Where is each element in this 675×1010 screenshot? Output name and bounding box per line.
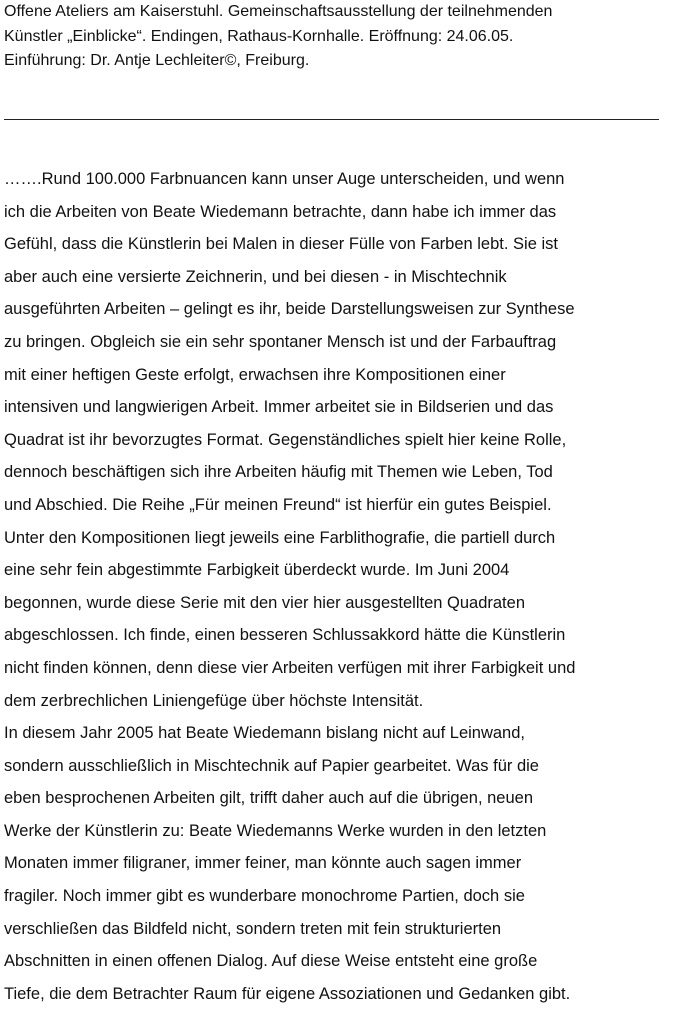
body-line: begonnen, wurde diese Serie mit den vier hier ausgestellten Quadraten (4, 593, 525, 612)
body-line: Werke der Künstlerin zu: Beate Wiedemanns Werke wurden in den letzten (4, 821, 547, 840)
body-line: sondern ausschließlich in Mischtechnik auf Papier gearbeitet. Was für die (4, 756, 539, 775)
body-line: eine sehr fein abgestimmte Farbigkeit überdeckt wurde. Im Juni 2004 (4, 561, 510, 580)
body-line: intensiven und langwierigen Arbeit. Immer arbeitet sie in Bildserien und das (4, 398, 554, 417)
body-line: Tiefe, die dem Betrachter Raum für eigene Assoziationen und Gedanken gibt. (4, 984, 571, 1003)
body-line: Gefühl, dass die Künstlerin bei Malen in dieser Fülle von Farben lebt. Sie ist (4, 235, 558, 254)
body-line: ich die Arbeiten von Beate Wiedemann betrachte, dann habe ich immer das (4, 202, 557, 221)
document-header (4, 0, 669, 74)
body-line: Unter den Kompositionen liegt jeweils eine Farblithografie, die partiell durch (4, 528, 556, 547)
body-line: Quadrat ist ihr bevorzugtes Format. Gegenständliches spielt hier keine Rolle, (4, 430, 567, 449)
body-line: nicht finden können, denn diese vier Arbeiten verfügen mit ihrer Farbigkeit und (4, 658, 576, 677)
body-line: dem zerbrechlichen Liniengefüge über höchste Intensität. (4, 691, 424, 710)
body-line: ausgeführten Arbeiten – gelingt es ihr, beide Darstellungsweisen zur Synthese (4, 300, 575, 319)
body-line: mit einer heftigen Geste erfolgt, erwachsen ihre Kompositionen einer (4, 365, 506, 384)
body-line: eben besprochenen Arbeiten gilt, trifft daher auch auf die übrigen, neuen (4, 789, 533, 808)
body-line: …….Rund 100.000 Farbnuancen kann unser Auge unterscheiden, und wenn (4, 170, 565, 188)
header-line-exhibition: Offene Ateliers am Kaiserstuhl. Gemeinschaftsausstellung der teilnehmenden (4, 3, 553, 20)
body-line: und Abschied. Die Reihe „Für meinen Freund“ ist hierfür ein gutes Beispiel. (4, 495, 552, 514)
body-line: abgeschlossen. Ich finde, einen besseren Schlussakkord hätte die Künstlerin (4, 626, 566, 645)
body-line: dennoch beschäftigen sich ihre Arbeiten häufig mit Themen wie Leben, Tod (4, 463, 553, 482)
body-line: zu bringen. Obgleich sie ein sehr spontaner Mensch ist und der Farbauftrag (4, 332, 557, 351)
body-line: Monaten immer filigraner, immer feiner, man könnte auch sagen immer (4, 854, 522, 873)
body-line: In diesem Jahr 2005 hat Beate Wiedemann bislang nicht auf Leinwand, (4, 724, 525, 743)
header-line-venue-date: Künstler „Einblicke“. Endingen, Rathaus-Kornhalle. Eröffnung: 24.06.05. (4, 27, 514, 45)
body-text (4, 163, 672, 1010)
body-line: aber auch eine versierte Zeichnerin, und bei diesen - in Mischtechnik (4, 267, 507, 286)
body-line: fragiler. Noch immer gibt es wunderbare monochrome Partien, doch sie (4, 887, 525, 906)
horizontal-divider (4, 119, 659, 120)
body-line: verschließen das Bildfeld nicht, sondern treten mit fein strukturierten (4, 919, 502, 938)
header-line-introduction: Einführung: Dr. Antje Lechleiter©, Freiburg. (4, 52, 310, 69)
body-line: Abschnitten in einen offenen Dialog. Auf diese Weise entsteht eine große (4, 952, 538, 971)
